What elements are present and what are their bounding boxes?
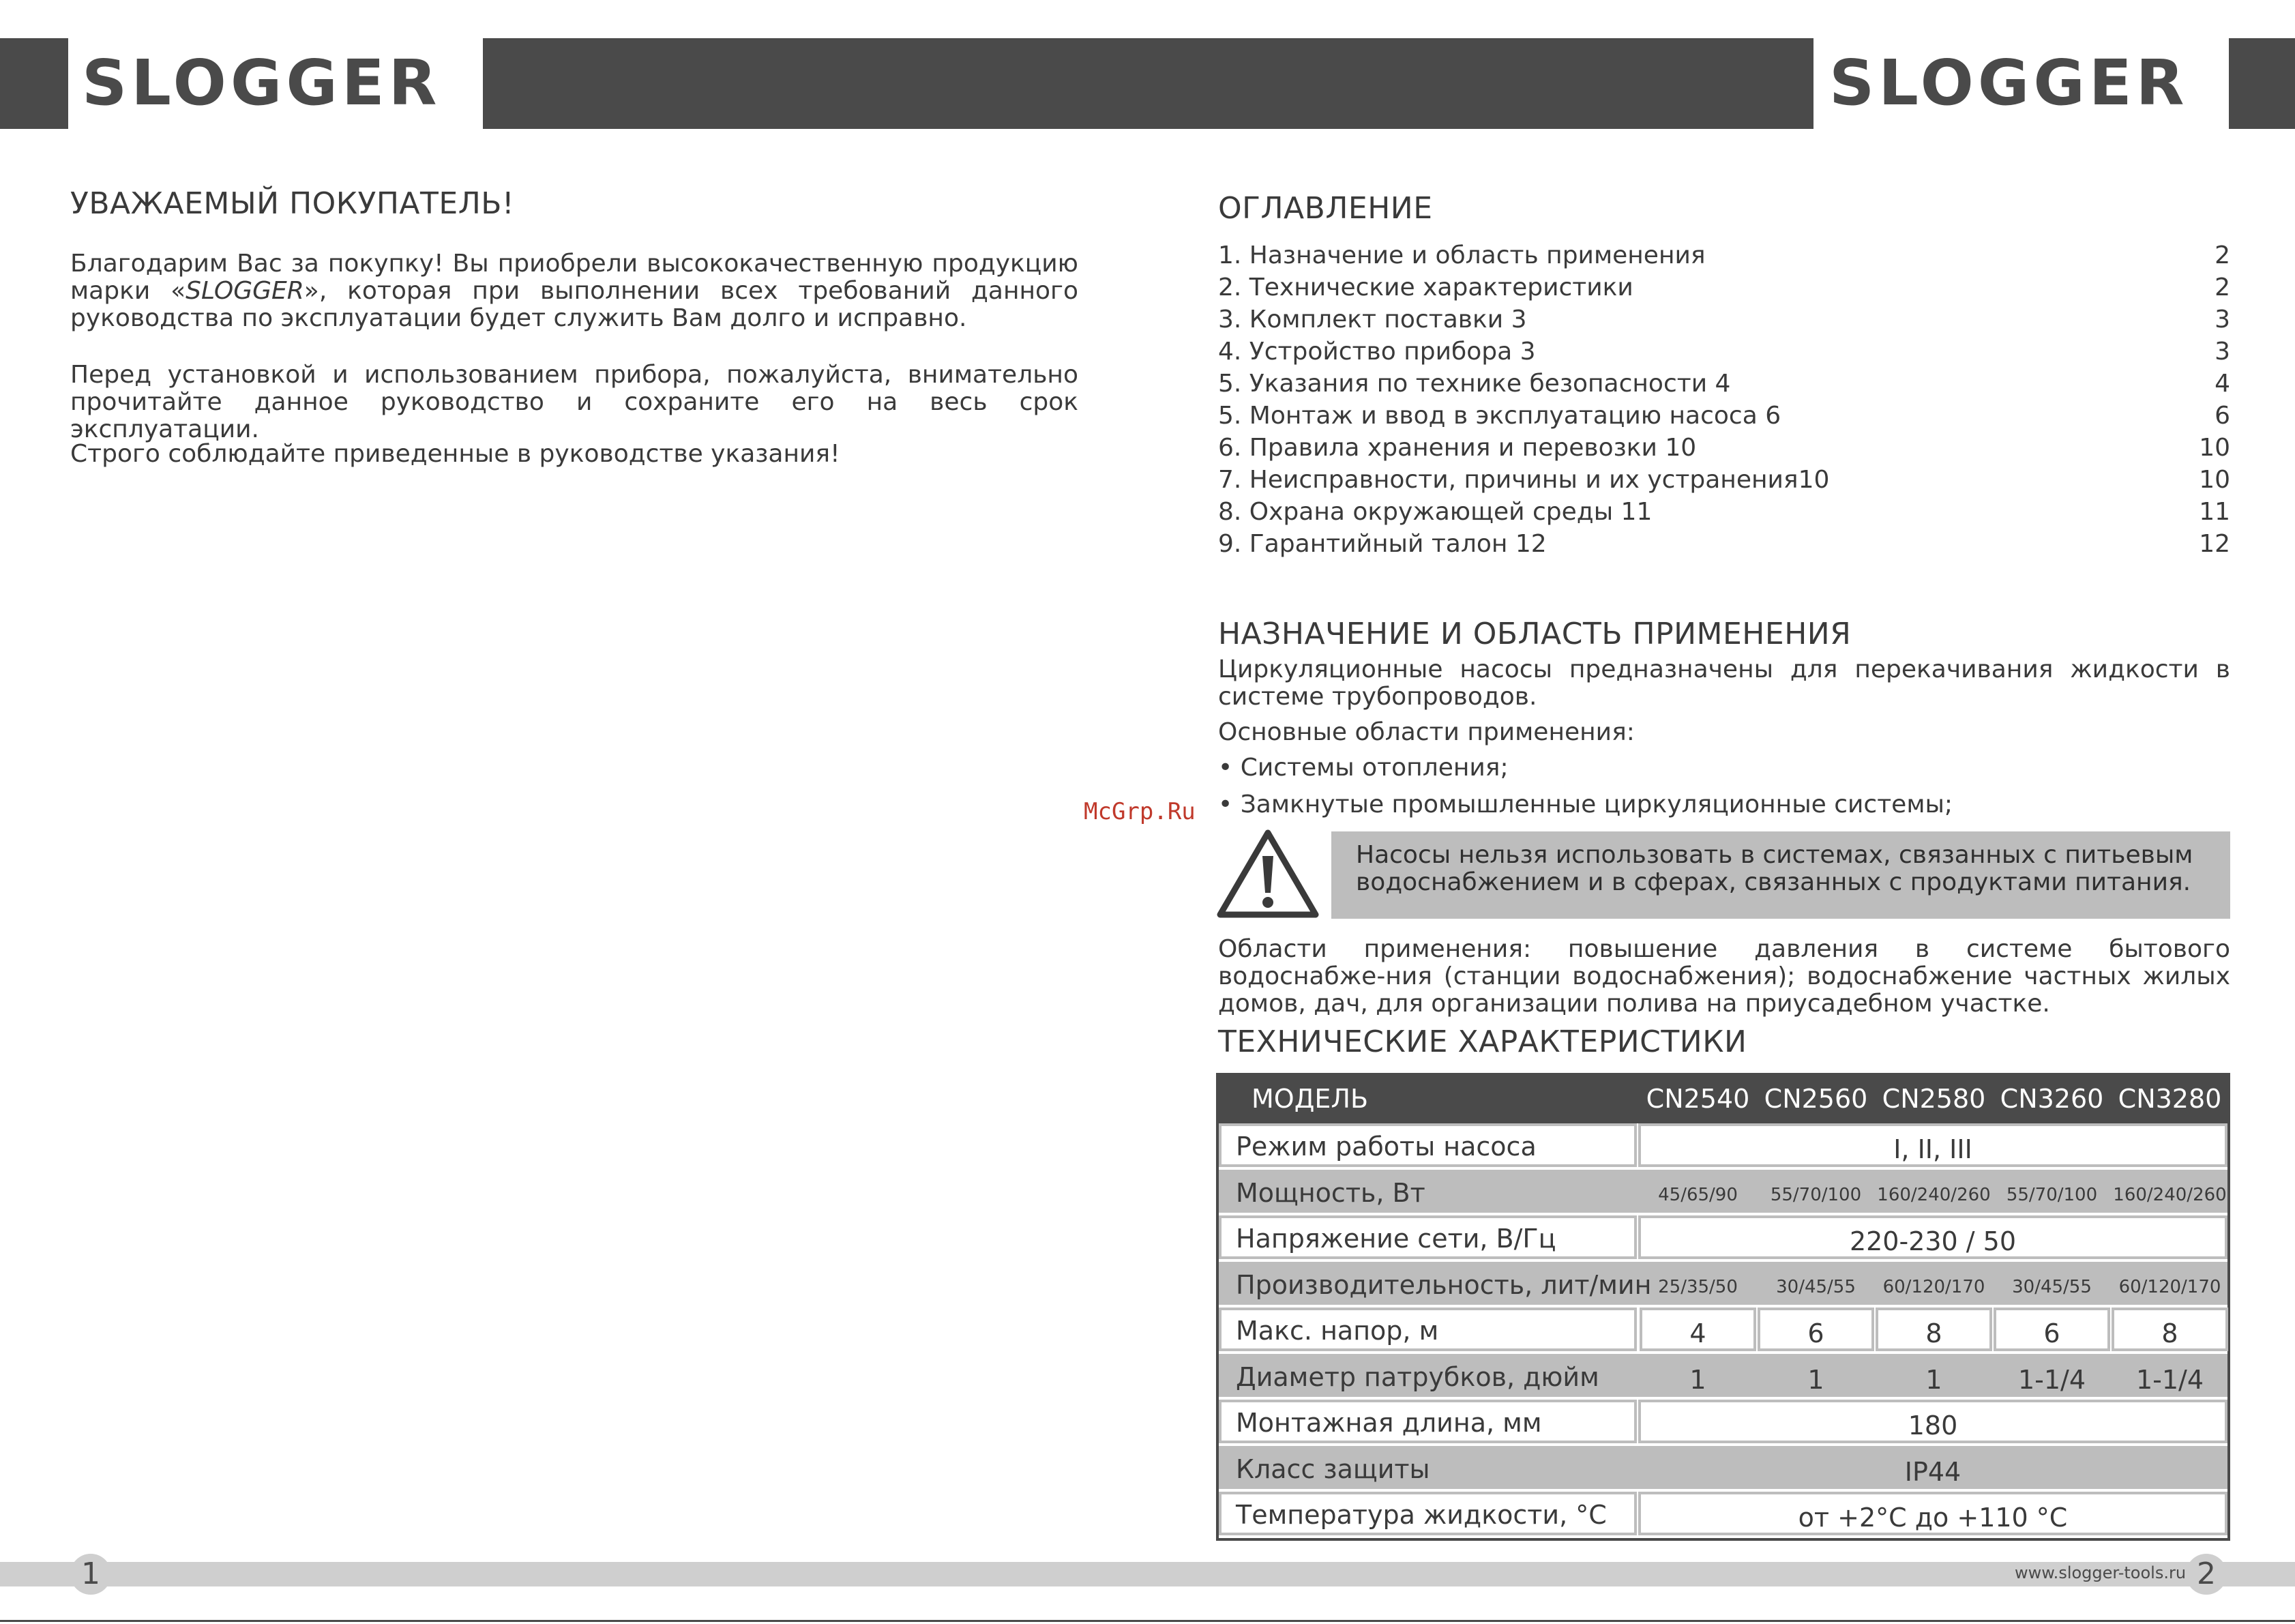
spec-value: 60/120/170 bbox=[2118, 1276, 2221, 1297]
footer-bottom-line bbox=[0, 1620, 2295, 1622]
greeting-paragraph-1-post: », которая при выполнении всех требований данного руководства по эксплуатации будет служить Вам долго и исправно. bbox=[70, 277, 1078, 332]
spec-value: 55/70/100 bbox=[1770, 1184, 1862, 1205]
spec-merged-value: 220-230 / 50 bbox=[1849, 1226, 2017, 1256]
model-header-label: МОДЕЛЬ bbox=[1252, 1084, 1369, 1114]
watermark-text: McGrp.Ru bbox=[1084, 798, 1196, 825]
spec-value: 160/240/260 bbox=[2113, 1184, 2227, 1205]
spec-merged-value: I, II, III bbox=[1893, 1134, 1972, 1164]
toc-item-page: 3 bbox=[2215, 338, 2230, 366]
spec-label: Макс. напор, м bbox=[1236, 1316, 1439, 1346]
greeting-paragraph-3: Строго соблюдайте приведенные в руководстве указания! bbox=[70, 440, 840, 468]
brand-logo-right: SLOGGER bbox=[1829, 46, 2189, 119]
spec-merged-value: от +2°С до +110 °С bbox=[1798, 1503, 2068, 1533]
spec-value: 1-1/4 bbox=[2135, 1364, 2204, 1395]
spec-value: 8 bbox=[2161, 1318, 2178, 1348]
areas-label: Основные области применения: bbox=[1218, 718, 1635, 746]
toc-item[interactable] bbox=[1218, 338, 2230, 370]
spec-value: 1-1/4 bbox=[2017, 1364, 2086, 1395]
spec-value: 55/70/100 bbox=[2006, 1184, 2098, 1205]
spec-label: Режим работы насоса bbox=[1236, 1132, 1537, 1162]
spec-value: 1 bbox=[1925, 1364, 1942, 1395]
header-right-tab bbox=[2229, 38, 2295, 129]
toc-item-title: 4. Устройство прибора 3 bbox=[1218, 338, 1536, 366]
toc-item-title: 6. Правила хранения и перевозки 10 bbox=[1218, 434, 1697, 462]
toc-item-page: 12 bbox=[2199, 530, 2230, 558]
spec-label: Напряжение сети, В/Гц bbox=[1236, 1224, 1556, 1254]
toc-item[interactable] bbox=[1218, 402, 2230, 434]
bullet-item-2-text: Замкнутые промышленные циркуляционные системы; bbox=[1240, 791, 1953, 818]
toc-item-title: 5. Монтаж и ввод в эксплуатацию насоса 6 bbox=[1218, 402, 1781, 430]
toc-item-page: 10 bbox=[2199, 434, 2230, 462]
toc-item[interactable] bbox=[1218, 466, 2230, 498]
toc-item[interactable] bbox=[1218, 274, 2230, 306]
spec-value: 4 bbox=[1689, 1318, 1706, 1348]
toc-item[interactable] bbox=[1218, 370, 2230, 402]
spec-value: 25/35/50 bbox=[1658, 1276, 1738, 1297]
spec-label: Мощность, Вт bbox=[1236, 1177, 1425, 1208]
spec-value: 6 bbox=[1807, 1318, 1824, 1348]
spec-label: Монтажная длина, мм bbox=[1236, 1408, 1542, 1438]
warning-icon bbox=[1216, 827, 1320, 920]
spec-merged-value: IP44 bbox=[1904, 1456, 1961, 1487]
spec-value: 60/120/170 bbox=[1882, 1276, 1985, 1297]
spec-label: Температура жидкости, °С bbox=[1236, 1500, 1607, 1530]
toc-item-title: 7. Неисправности, причины и их устранения10 bbox=[1218, 466, 1830, 494]
toc-item-page: 2 bbox=[2215, 274, 2230, 301]
page-number-right: 2 bbox=[2186, 1554, 2227, 1595]
toc-item-page: 6 bbox=[2215, 402, 2230, 430]
toc-item[interactable] bbox=[1218, 241, 2230, 274]
page-number-left: 1 bbox=[70, 1554, 111, 1595]
toc-item[interactable] bbox=[1218, 434, 2230, 466]
toc-item-title: 2. Технические характеристики bbox=[1218, 274, 1633, 301]
spec-merged-value: 180 bbox=[1908, 1411, 1958, 1441]
specs-title: ТЕХНИЧЕСКИЕ ХАРАКТЕРИСТИКИ bbox=[1218, 1024, 1747, 1059]
bullet-item-2: • Замкнутые промышленные циркуляционные системы; bbox=[1218, 791, 1953, 818]
brand-name-inline: SLOGGER bbox=[186, 277, 304, 305]
greeting-paragraph-1-pre: Благодарим Вас за покупку! Вы приобрели высококачественную продукцию марки « bbox=[70, 250, 1078, 305]
greeting-paragraph-2: Перед установкой и использованием прибора, пожалуйста, внимательно прочитайте данное руководство и сохраните его на весь срок эксплуатации. bbox=[70, 361, 1078, 443]
toc-item-title: 9. Гарантийный талон 12 bbox=[1218, 530, 1547, 558]
footer-url: www.slogger-tools.ru bbox=[2015, 1563, 2187, 1582]
bullet-item-1: • Системы отопления; bbox=[1218, 754, 1509, 782]
toc-item[interactable] bbox=[1218, 530, 2230, 562]
spec-value: 160/240/260 bbox=[1877, 1184, 1991, 1205]
header-bar bbox=[483, 38, 1813, 129]
toc-item[interactable] bbox=[1218, 498, 2230, 530]
header-left-tab bbox=[0, 38, 68, 129]
footer-bar bbox=[0, 1562, 2295, 1586]
toc-item-title: 1. Назначение и область применения bbox=[1218, 241, 1706, 269]
model-header-2: CN2560 bbox=[1764, 1084, 1868, 1114]
toc-item-title: 3. Комплект поставки 3 bbox=[1218, 306, 1527, 334]
model-header-4: CN3260 bbox=[2000, 1084, 2104, 1114]
toc-item-page: 3 bbox=[2215, 306, 2230, 334]
toc-item-title: 5. Указания по технике безопасности 4 bbox=[1218, 370, 1731, 398]
toc-item-page: 4 bbox=[2215, 370, 2230, 398]
model-header-1: CN2540 bbox=[1646, 1084, 1750, 1114]
toc-item-title: 8. Охрана окружающей среды 11 bbox=[1218, 498, 1653, 526]
bullet-item-1-text: Системы отопления; bbox=[1240, 754, 1509, 782]
spec-value: 1 bbox=[1689, 1364, 1706, 1395]
warning-text: Насосы нельзя использовать в системах, связанных с питьевым водоснабжением и в сферах, связанных с продуктами питания. bbox=[1356, 841, 2193, 896]
greeting-paragraph-1 bbox=[70, 250, 1078, 332]
spec-value: 1 bbox=[1807, 1364, 1824, 1395]
toc-item[interactable] bbox=[1218, 306, 2230, 338]
toc-item-page: 2 bbox=[2215, 241, 2230, 269]
toc-item-page: 11 bbox=[2199, 498, 2230, 526]
spec-value: 6 bbox=[2043, 1318, 2060, 1348]
spec-label: Диаметр патрубков, дюйм bbox=[1236, 1361, 1599, 1392]
purpose-paragraph: Циркуляционные насосы предназначены для перекачивания жидкости в системе трубопроводов. bbox=[1218, 655, 2230, 711]
model-header-5: CN3280 bbox=[2118, 1084, 2222, 1114]
spec-label: Производительность, лит/мин bbox=[1236, 1269, 1652, 1300]
toc-item-page: 10 bbox=[2199, 466, 2230, 494]
spec-value: 8 bbox=[1925, 1318, 1942, 1348]
toc-title: ОГЛАВЛЕНИЕ bbox=[1218, 191, 1433, 226]
spec-value: 30/45/55 bbox=[1776, 1276, 1856, 1297]
greeting-title: УВАЖАЕМЫЙ ПОКУПАТЕЛЬ! bbox=[70, 186, 515, 221]
spec-label: Класс защиты bbox=[1236, 1453, 1430, 1484]
purpose-title: НАЗНАЧЕНИЕ И ОБЛАСТЬ ПРИМЕНЕНИЯ bbox=[1218, 617, 1852, 651]
brand-logo-left: SLOGGER bbox=[82, 46, 441, 119]
model-header-3: CN2580 bbox=[1882, 1084, 1986, 1114]
spec-value: 45/65/90 bbox=[1658, 1184, 1738, 1205]
application-paragraph: Области применения: повышение давления в системе бытового водоснабже-ния (станции водоснабжения); водоснабжение частных жилых домов, дач, для организации полива на приусадебном участке. bbox=[1218, 935, 2230, 1018]
spec-value: 30/45/55 bbox=[2012, 1276, 2092, 1297]
